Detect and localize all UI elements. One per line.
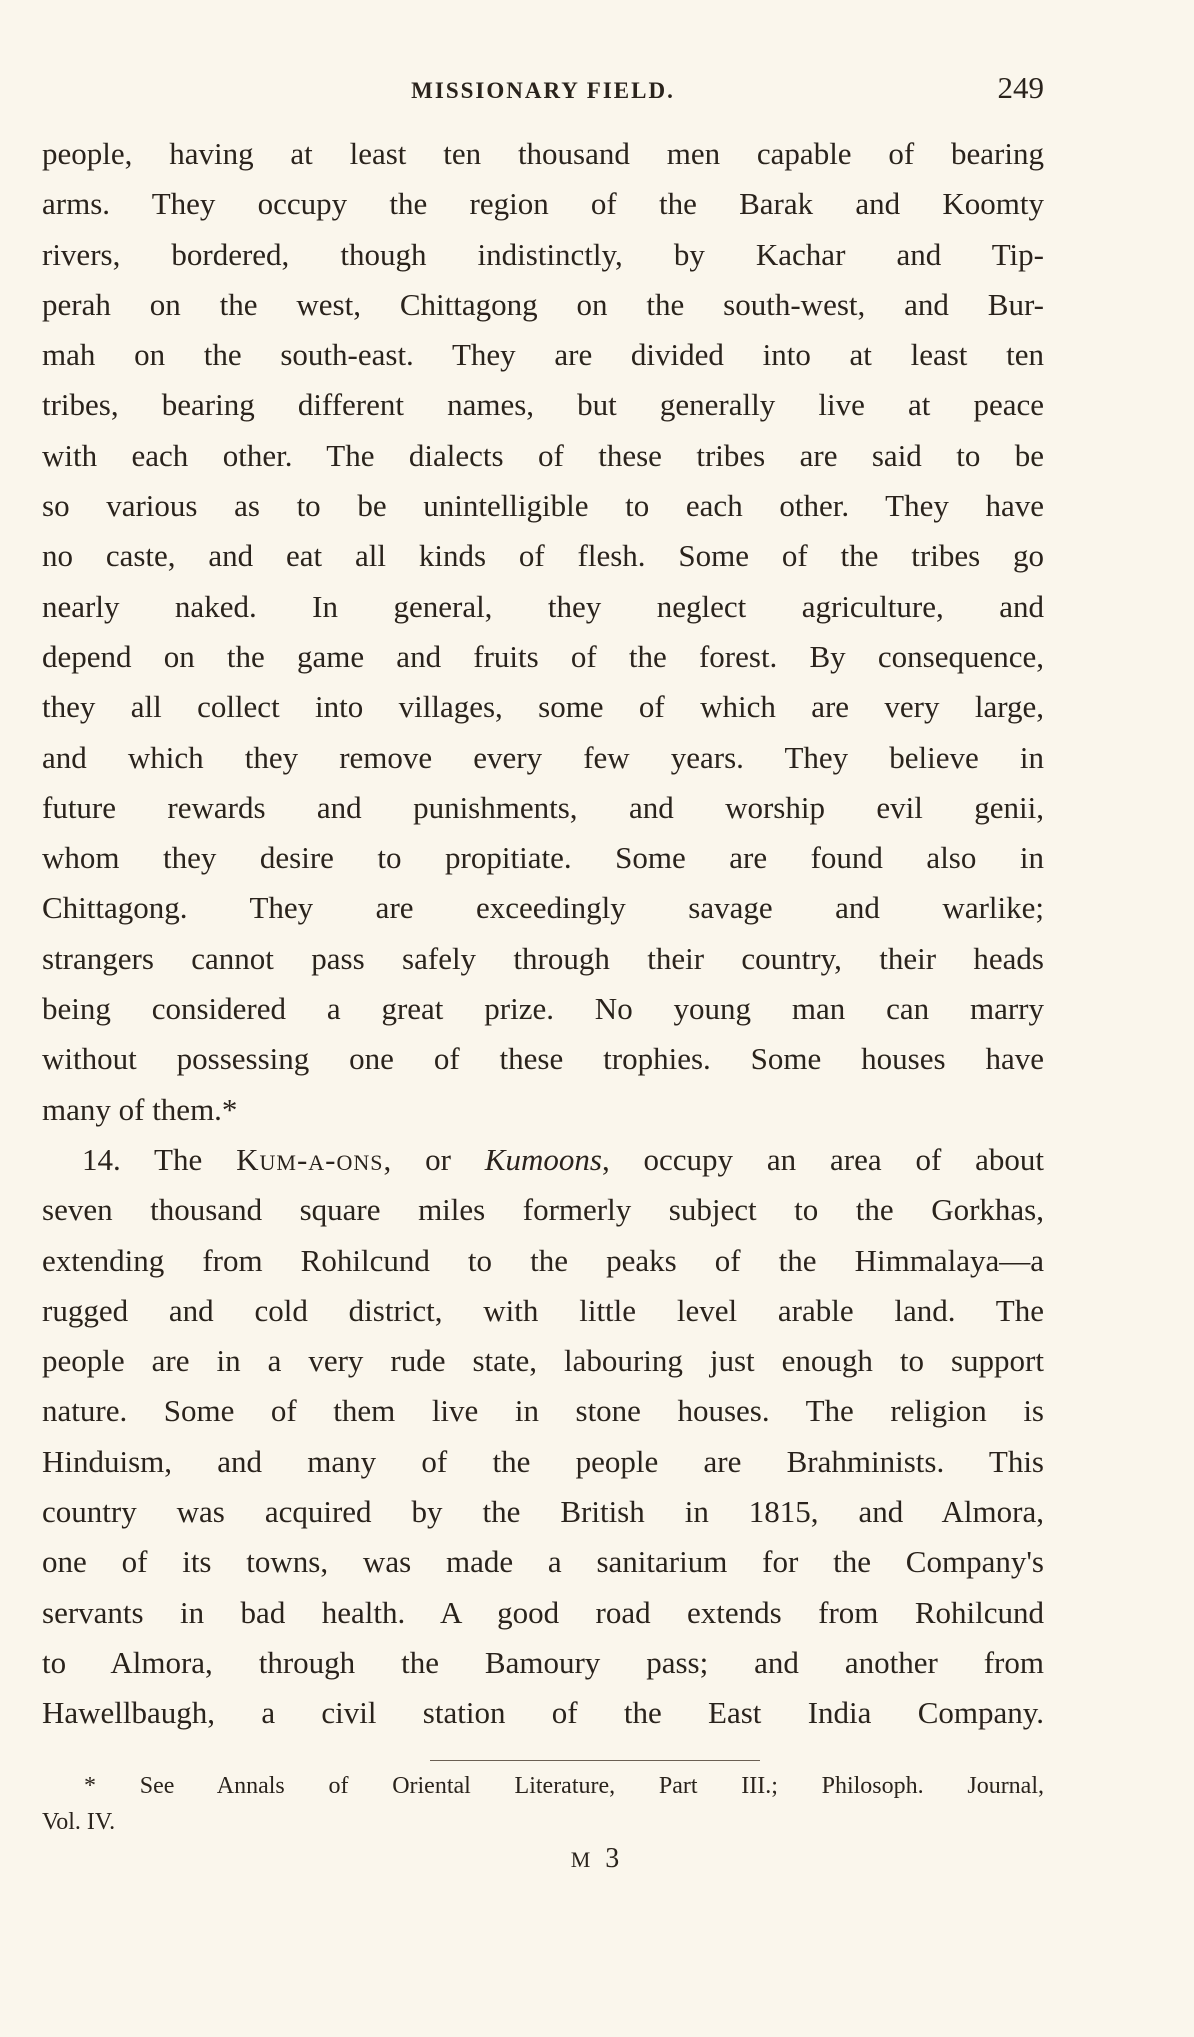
text-line: people are in a very rude state, labouring just enough to support: [42, 1343, 1044, 1379]
text-line: without possessing one of these trophies. Some houses have: [42, 1041, 1044, 1077]
text-line: they all collect into villages, some of which are very large,: [42, 689, 1044, 725]
text-line: extending from Rohilcund to the peaks of the Himmalaya—a: [42, 1242, 1044, 1278]
text-line: with each other. The dialects of these tribes are said to be: [42, 437, 1044, 473]
footnote-line: Vol. IV.: [42, 1809, 116, 1835]
text-line: strangers cannot pass safely through their country, their heads: [42, 940, 1044, 976]
footnote-line: * See Annals of Oriental Literature, Part III.; Philosoph. Journal,: [84, 1773, 1044, 1799]
body-text: [42, 129, 1044, 1739]
text-line: servants in bad health. A good road extends from Rohilcund: [42, 1594, 1044, 1630]
text-line: Chittagong. They are exceedingly savage and warlike;: [42, 890, 1044, 926]
page-number: 249: [997, 70, 1044, 105]
text-line: nature. Some of them live in stone houses. The religion is: [42, 1393, 1044, 1429]
text-line: people, having at least ten thousand men capable of bearing: [42, 136, 1044, 171]
text-line: and which they remove every few years. They believe in: [42, 739, 1044, 775]
text-span: , or: [383, 1141, 451, 1177]
text-line: to Almora, through the Bamoury pass; and another from: [42, 1644, 1044, 1680]
text-line: Hawellbaugh, a civil station of the East India Company.: [42, 1695, 1044, 1731]
signature-number: 3: [605, 1843, 624, 1874]
running-head: MISSIONARY FIELD.: [411, 78, 675, 103]
text-line: so various as to be unintelligible to each other. They have: [42, 488, 1044, 524]
text-line: mah on the south-east. They are divided into at least ten: [42, 337, 1044, 373]
tribe-name-smallcaps: Kum-a-ons: [236, 1141, 384, 1177]
text-line: whom they desire to propitiate. Some are found also in: [42, 840, 1044, 876]
text-line: future rewards and punishments, and worship evil genii,: [42, 789, 1044, 825]
text-line: perah on the west, Chittagong on the south-west, and Bur-: [42, 286, 1044, 322]
text-span: , occupy an area of about: [601, 1141, 1045, 1177]
text-line: country was acquired by the British in 1815, and Almora,: [42, 1494, 1044, 1530]
text-line: seven thousand square miles formerly subject to the Gorkhas,: [42, 1192, 1044, 1228]
text-line: no caste, and eat all kinds of flesh. Some of the tribes go: [42, 538, 1044, 574]
signature-mark: [0, 1843, 1194, 1875]
text-line: one of its towns, was made a sanitarium for the Company's: [42, 1544, 1044, 1580]
text-line: rugged and cold district, with little level arable land. The: [42, 1292, 1044, 1328]
text-line: tribes, bearing different names, but generally live at peace: [42, 387, 1044, 423]
text-span: The: [154, 1141, 203, 1177]
page-header: [42, 70, 1044, 110]
text-line: being considered a great prize. No young man can marry: [42, 991, 1044, 1027]
footnote: [42, 1768, 1044, 1840]
text-line: Hinduism, and many of the people are Brahminists. This: [42, 1443, 1044, 1479]
tribe-name-italic: Kumoons: [484, 1141, 602, 1177]
text-line: depend on the game and fruits of the forest. By consequence,: [42, 638, 1044, 674]
signature-letter: M: [570, 1847, 595, 1872]
text-line: arms. They occupy the region of the Barak and Koomty: [42, 186, 1044, 222]
text-line: nearly naked. In general, they neglect agriculture, and: [42, 588, 1044, 624]
text-line: rivers, bordered, though indistinctly, by Kachar and Tip-: [42, 236, 1044, 272]
paragraph-14-first-line: [42, 1135, 1044, 1185]
paragraph-number: 14.: [82, 1141, 121, 1177]
text-line: many of them.*: [42, 1091, 238, 1127]
footnote-rule: [430, 1760, 760, 1761]
